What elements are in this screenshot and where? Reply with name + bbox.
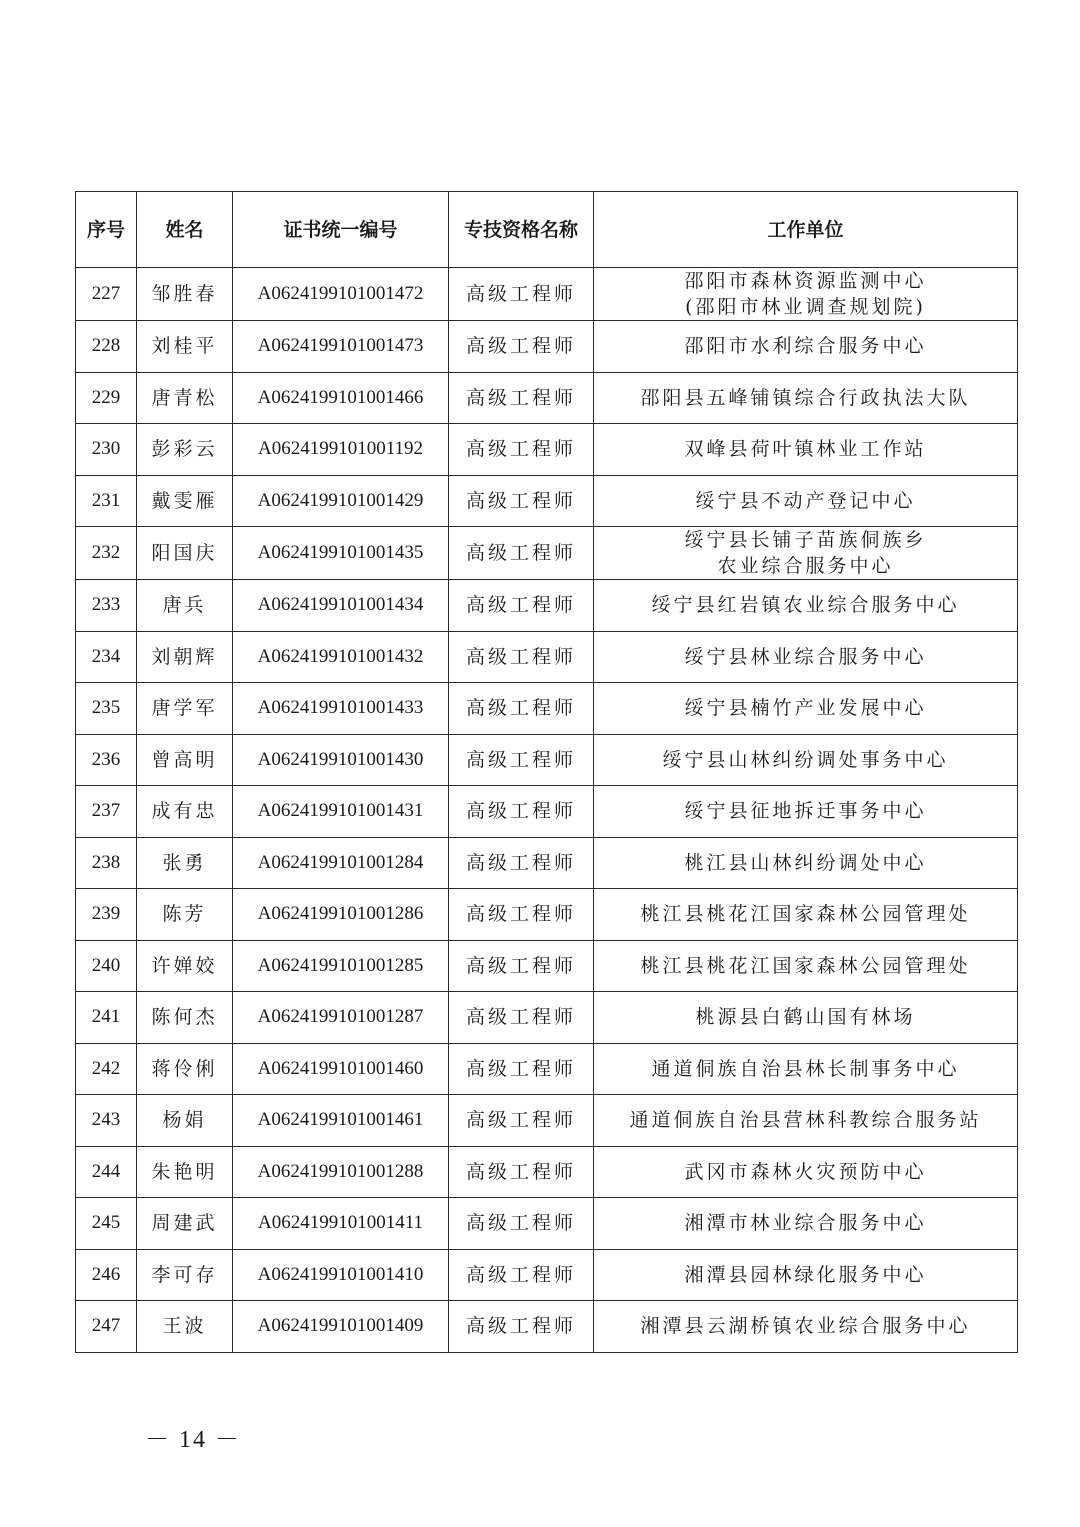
cell-serial-number: 245 bbox=[76, 1198, 137, 1250]
table-row bbox=[76, 837, 1018, 889]
cell-certificate-number: A0624199101001285 bbox=[233, 940, 449, 992]
cell-certificate-number: A0624199101001286 bbox=[233, 889, 449, 941]
cell-qualification: 高级工程师 bbox=[449, 786, 594, 838]
cell-work-unit bbox=[594, 940, 1018, 992]
cell-work-unit bbox=[594, 424, 1018, 476]
table-row bbox=[76, 1043, 1018, 1095]
cell-name: 陈芳 bbox=[137, 889, 233, 941]
work-unit-line: 双峰县荷叶镇林业工作站 bbox=[684, 438, 927, 461]
work-unit-line: 绥宁县山林纠纷调处事务中心 bbox=[662, 748, 949, 771]
cell-work-unit bbox=[594, 631, 1018, 683]
cell-certificate-number: A0624199101001288 bbox=[233, 1146, 449, 1198]
table-row bbox=[76, 268, 1018, 321]
work-unit-line: 邵阳市森林资源监测中心 bbox=[684, 270, 927, 292]
cell-name: 杨娟 bbox=[137, 1095, 233, 1147]
cell-certificate-number: A0624199101001434 bbox=[233, 580, 449, 632]
cell-work-unit bbox=[594, 372, 1018, 424]
cell-qualification: 高级工程师 bbox=[449, 580, 594, 632]
cell-work-unit bbox=[594, 734, 1018, 786]
table-row bbox=[76, 580, 1018, 632]
table-row bbox=[76, 1249, 1018, 1301]
table-row bbox=[76, 940, 1018, 992]
cell-name: 朱艳明 bbox=[137, 1146, 233, 1198]
cell-name: 李可存 bbox=[137, 1249, 233, 1301]
work-unit-line: 绥宁县不动产登记中心 bbox=[695, 489, 916, 512]
cell-work-unit bbox=[594, 1249, 1018, 1301]
cell-serial-number: 242 bbox=[76, 1043, 137, 1095]
cell-certificate-number: A0624199101001429 bbox=[233, 475, 449, 527]
table-row bbox=[76, 889, 1018, 941]
cell-work-unit bbox=[594, 321, 1018, 373]
work-unit-line: 邵阳县五峰铺镇综合行政执法大队 bbox=[640, 386, 971, 409]
cell-serial-number: 247 bbox=[76, 1301, 137, 1353]
work-unit-line: 绥宁县长铺子苗族侗族乡 bbox=[684, 529, 927, 551]
cell-qualification: 高级工程师 bbox=[449, 1146, 594, 1198]
cell-qualification: 高级工程师 bbox=[449, 1249, 594, 1301]
cell-serial-number: 236 bbox=[76, 734, 137, 786]
cell-name: 曾高明 bbox=[137, 734, 233, 786]
cell-serial-number: 244 bbox=[76, 1146, 137, 1198]
cell-qualification: 高级工程师 bbox=[449, 631, 594, 683]
work-unit-line: 绥宁县林业综合服务中心 bbox=[684, 645, 927, 668]
cell-qualification: 高级工程师 bbox=[449, 475, 594, 527]
cell-serial-number: 246 bbox=[76, 1249, 137, 1301]
cell-work-unit bbox=[594, 683, 1018, 735]
cell-certificate-number: A0624199101001472 bbox=[233, 268, 449, 321]
cell-work-unit bbox=[594, 268, 1018, 321]
cell-name: 刘朝辉 bbox=[137, 631, 233, 683]
cell-work-unit bbox=[594, 1043, 1018, 1095]
cell-serial-number: 232 bbox=[76, 527, 137, 580]
cell-certificate-number: A0624199101001435 bbox=[233, 527, 449, 580]
cell-qualification: 高级工程师 bbox=[449, 321, 594, 373]
cell-certificate-number: A0624199101001433 bbox=[233, 683, 449, 735]
cell-name: 唐青松 bbox=[137, 372, 233, 424]
cell-certificate-number: A0624199101001466 bbox=[233, 372, 449, 424]
personnel-table bbox=[75, 191, 1018, 1353]
header-name: 姓名 bbox=[137, 192, 233, 268]
table-row bbox=[76, 992, 1018, 1044]
cell-serial-number: 239 bbox=[76, 889, 137, 941]
table-row bbox=[76, 372, 1018, 424]
work-unit-line: 绥宁县红岩镇农业综合服务中心 bbox=[651, 594, 960, 617]
table-row bbox=[76, 734, 1018, 786]
cell-certificate-number: A0624199101001284 bbox=[233, 837, 449, 889]
cell-qualification: 高级工程师 bbox=[449, 268, 594, 321]
cell-work-unit bbox=[594, 1301, 1018, 1353]
cell-qualification: 高级工程师 bbox=[449, 992, 594, 1044]
cell-serial-number: 240 bbox=[76, 940, 137, 992]
table-header bbox=[76, 192, 1018, 268]
cell-work-unit bbox=[594, 786, 1018, 838]
header-qualification: 专技资格名称 bbox=[449, 192, 594, 268]
cell-name: 蒋伶俐 bbox=[137, 1043, 233, 1095]
cell-certificate-number: A0624199101001411 bbox=[233, 1198, 449, 1250]
work-unit-line: 湘潭市林业综合服务中心 bbox=[684, 1212, 927, 1235]
header-work-unit: 工作单位 bbox=[594, 192, 1018, 268]
table-row bbox=[76, 1095, 1018, 1147]
cell-serial-number: 243 bbox=[76, 1095, 137, 1147]
cell-name: 戴雯雁 bbox=[137, 475, 233, 527]
cell-qualification: 高级工程师 bbox=[449, 1043, 594, 1095]
cell-qualification: 高级工程师 bbox=[449, 940, 594, 992]
cell-qualification: 高级工程师 bbox=[449, 424, 594, 476]
cell-name: 陈何杰 bbox=[137, 992, 233, 1044]
cell-certificate-number: A0624199101001460 bbox=[233, 1043, 449, 1095]
table-row bbox=[76, 321, 1018, 373]
work-unit-line: 桃江县山林纠纷调处中心 bbox=[684, 851, 927, 874]
cell-serial-number: 238 bbox=[76, 837, 137, 889]
page-number: － 14 － bbox=[145, 1427, 241, 1453]
work-unit-line: 通道侗族自治县营林科教综合服务站 bbox=[629, 1109, 982, 1132]
cell-name: 张勇 bbox=[137, 837, 233, 889]
table-row bbox=[76, 786, 1018, 838]
cell-work-unit bbox=[594, 1095, 1018, 1147]
table-row bbox=[76, 1198, 1018, 1250]
table-body bbox=[76, 268, 1018, 1353]
table-row bbox=[76, 1146, 1018, 1198]
cell-certificate-number: A0624199101001410 bbox=[233, 1249, 449, 1301]
cell-work-unit bbox=[594, 889, 1018, 941]
work-unit-line: 桃源县白鹤山国有林场 bbox=[695, 1006, 916, 1029]
cell-qualification: 高级工程师 bbox=[449, 527, 594, 580]
cell-name: 刘桂平 bbox=[137, 321, 233, 373]
cell-work-unit bbox=[594, 580, 1018, 632]
cell-work-unit bbox=[594, 527, 1018, 580]
table-row bbox=[76, 683, 1018, 735]
cell-serial-number: 233 bbox=[76, 580, 137, 632]
cell-certificate-number: A0624199101001432 bbox=[233, 631, 449, 683]
cell-name: 唐兵 bbox=[137, 580, 233, 632]
work-unit-line: (邵阳市林业调查规划院) bbox=[685, 296, 926, 318]
header-serial-number: 序号 bbox=[76, 192, 137, 268]
cell-serial-number: 234 bbox=[76, 631, 137, 683]
cell-serial-number: 230 bbox=[76, 424, 137, 476]
cell-serial-number: 241 bbox=[76, 992, 137, 1044]
cell-certificate-number: A0624199101001430 bbox=[233, 734, 449, 786]
cell-serial-number: 235 bbox=[76, 683, 137, 735]
cell-qualification: 高级工程师 bbox=[449, 837, 594, 889]
cell-certificate-number: A0624199101001409 bbox=[233, 1301, 449, 1353]
work-unit-line: 绥宁县征地拆迁事务中心 bbox=[684, 800, 927, 823]
table-row bbox=[76, 631, 1018, 683]
cell-work-unit bbox=[594, 837, 1018, 889]
cell-qualification: 高级工程师 bbox=[449, 734, 594, 786]
table-row bbox=[76, 527, 1018, 580]
cell-serial-number: 237 bbox=[76, 786, 137, 838]
cell-serial-number: 228 bbox=[76, 321, 137, 373]
cell-qualification: 高级工程师 bbox=[449, 683, 594, 735]
cell-name: 成有忠 bbox=[137, 786, 233, 838]
cell-serial-number: 229 bbox=[76, 372, 137, 424]
cell-name: 彭彩云 bbox=[137, 424, 233, 476]
cell-work-unit bbox=[594, 1146, 1018, 1198]
header-certificate-number: 证书统一编号 bbox=[233, 192, 449, 268]
work-unit-line: 通道侗族自治县林长制事务中心 bbox=[651, 1057, 960, 1080]
cell-work-unit bbox=[594, 475, 1018, 527]
cell-qualification: 高级工程师 bbox=[449, 1301, 594, 1353]
cell-qualification: 高级工程师 bbox=[449, 1198, 594, 1250]
cell-certificate-number: A0624199101001431 bbox=[233, 786, 449, 838]
cell-qualification: 高级工程师 bbox=[449, 1095, 594, 1147]
table-row bbox=[76, 424, 1018, 476]
cell-work-unit bbox=[594, 992, 1018, 1044]
cell-name: 王波 bbox=[137, 1301, 233, 1353]
cell-name: 邹胜春 bbox=[137, 268, 233, 321]
cell-qualification: 高级工程师 bbox=[449, 372, 594, 424]
cell-certificate-number: A0624199101001287 bbox=[233, 992, 449, 1044]
work-unit-line: 绥宁县楠竹产业发展中心 bbox=[684, 697, 927, 720]
cell-name: 唐学军 bbox=[137, 683, 233, 735]
cell-name: 许婵姣 bbox=[137, 940, 233, 992]
table-row bbox=[76, 475, 1018, 527]
cell-qualification: 高级工程师 bbox=[449, 889, 594, 941]
cell-certificate-number: A0624199101001461 bbox=[233, 1095, 449, 1147]
work-unit-line: 桃江县桃花江国家森林公园管理处 bbox=[640, 903, 971, 926]
work-unit-line: 农业综合服务中心 bbox=[717, 555, 894, 577]
cell-certificate-number: A0624199101001473 bbox=[233, 321, 449, 373]
cell-serial-number: 227 bbox=[76, 268, 137, 321]
work-unit-line: 湘潭县园林绿化服务中心 bbox=[684, 1263, 927, 1286]
work-unit-line: 桃江县桃花江国家森林公园管理处 bbox=[640, 954, 971, 977]
work-unit-line: 邵阳市水利综合服务中心 bbox=[684, 335, 927, 358]
cell-name: 周建武 bbox=[137, 1198, 233, 1250]
header-row bbox=[76, 192, 1018, 268]
work-unit-line: 武冈市森林火灾预防中心 bbox=[684, 1160, 927, 1183]
cell-certificate-number: A0624199101001192 bbox=[233, 424, 449, 476]
cell-name: 阳国庆 bbox=[137, 527, 233, 580]
work-unit-line: 湘潭县云湖桥镇农业综合服务中心 bbox=[640, 1315, 971, 1338]
cell-work-unit bbox=[594, 1198, 1018, 1250]
table-row bbox=[76, 1301, 1018, 1353]
cell-serial-number: 231 bbox=[76, 475, 137, 527]
